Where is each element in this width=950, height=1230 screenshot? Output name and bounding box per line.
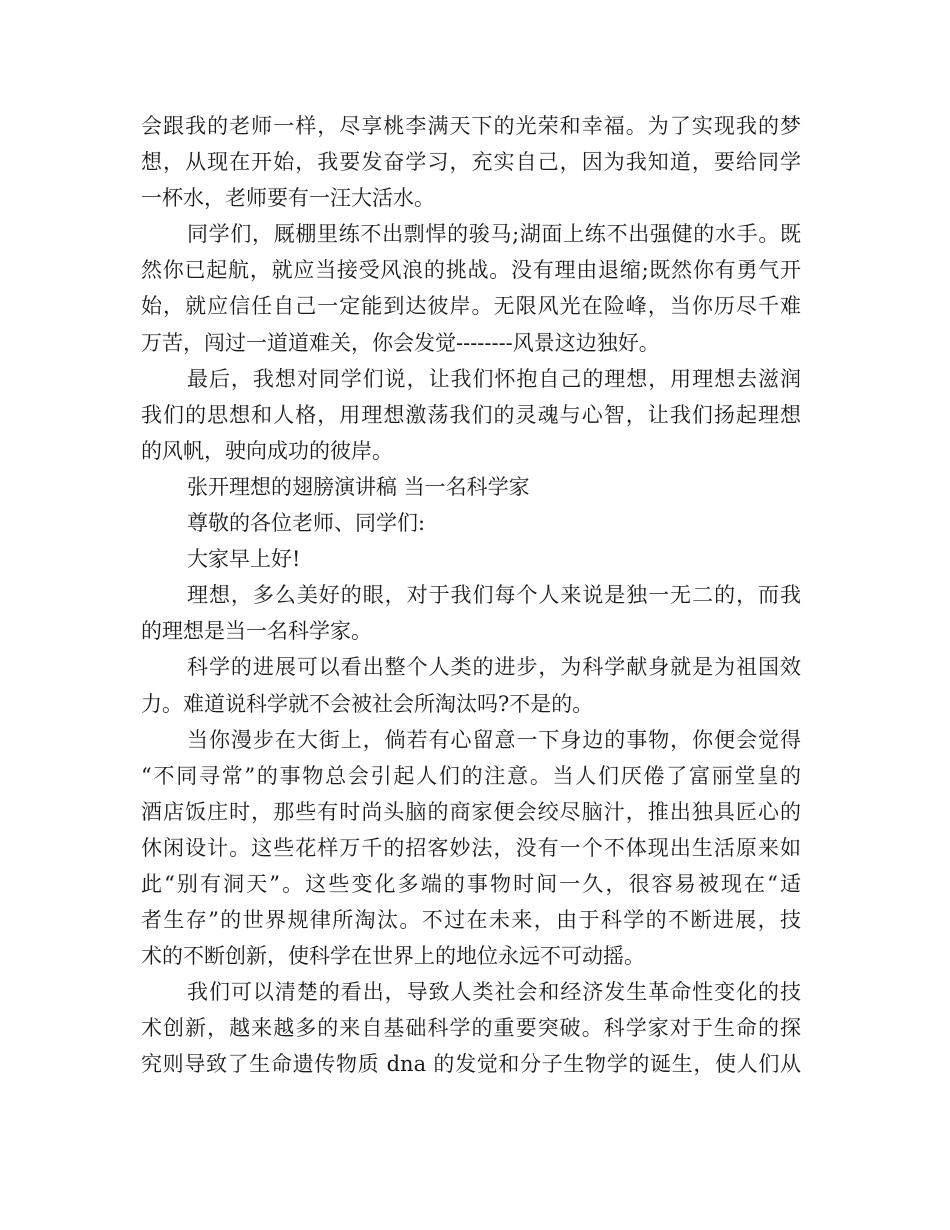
text-line: 的理想是当一名科学家。 xyxy=(141,619,372,644)
text-line: 休闲设计。这些花样万千的招客妙法，没有一个不体现出生活原来如 xyxy=(141,835,801,860)
text-line: 始，就应信任自己一定能到达彼岸。无限风光在险峰，当你历尽千难 xyxy=(141,294,801,319)
text-line: 究则导致了生命遗传物质 dna 的发觉和分子生物学的诞生，使人们从 xyxy=(141,1052,801,1077)
text-line: 术的不断创新，使科学在世界上的地位永远不可动摇。 xyxy=(141,944,645,969)
text-line: 想，从现在开始，我要发奋学习，充实自己，因为我知道，要给同学 xyxy=(141,150,801,175)
text-line: 张开理想的翅膀演讲稿 当一名科学家 xyxy=(187,474,530,499)
text-line: 最后，我想对同学们说，让我们怀抱自己的理想，用理想去滋润 xyxy=(187,366,801,391)
text-line: 酒店饭庄时，那些有时尚头脑的商家便会绞尽脑汁，推出独具匠心的 xyxy=(141,799,801,824)
text-line: 当你漫步在大街上，倘若有心留意一下身边的事物，你便会觉得 xyxy=(187,727,801,752)
text-line: 力。难道说科学就不会被社会所淘汰吗?不是的。 xyxy=(141,691,594,716)
text-line: 万苦，闯过一道道难关，你会发觉--------风景这边独好。 xyxy=(141,330,660,355)
text-line: 一杯水，老师要有一汪大活水。 xyxy=(141,186,435,211)
text-line: 的风帆，驶向成功的彼岸。 xyxy=(141,438,393,463)
text-line: 大家早上好! xyxy=(187,547,301,572)
text-line: 者生存”的世界规律所淘汰。不过在未来，由于科学的不断进展，技 xyxy=(141,908,801,933)
document-body xyxy=(141,108,801,1083)
text-line: 然你已起航，就应当接受风浪的挑战。没有理由退缩;既然你有勇气开 xyxy=(141,258,801,283)
text-line: 尊敬的各位老师、同学们: xyxy=(187,511,426,536)
text-line: 会跟我的老师一样，尽享桃李满天下的光荣和幸福。为了实现我的梦 xyxy=(141,114,801,138)
text-line: 科学的进展可以看出整个人类的进步，为科学献身就是为祖国效 xyxy=(187,655,801,680)
text-line: 我们的思想和人格，用理想激荡我们的灵魂与心智，让我们扬起理想 xyxy=(141,402,801,427)
text-line: 此“别有洞天”。这些变化多端的事物时间一久，很容易被现在“适 xyxy=(141,871,801,896)
text-line: 理想，多么美好的眼，对于我们每个人来说是独一无二的，而我 xyxy=(187,583,801,608)
text-line: 同学们，厩棚里练不出剽悍的骏马;湖面上练不出强健的水手。既 xyxy=(187,222,801,247)
text-line: 我们可以清楚的看出，导致人类社会和经济发生革命性变化的技 xyxy=(187,980,801,1005)
text-line: “不同寻常”的事物总会引起人们的注意。当人们厌倦了富丽堂皇的 xyxy=(141,763,801,788)
text-line: 术创新，越来越多的来自基础科学的重要突破。科学家对于生命的探 xyxy=(141,1016,801,1041)
